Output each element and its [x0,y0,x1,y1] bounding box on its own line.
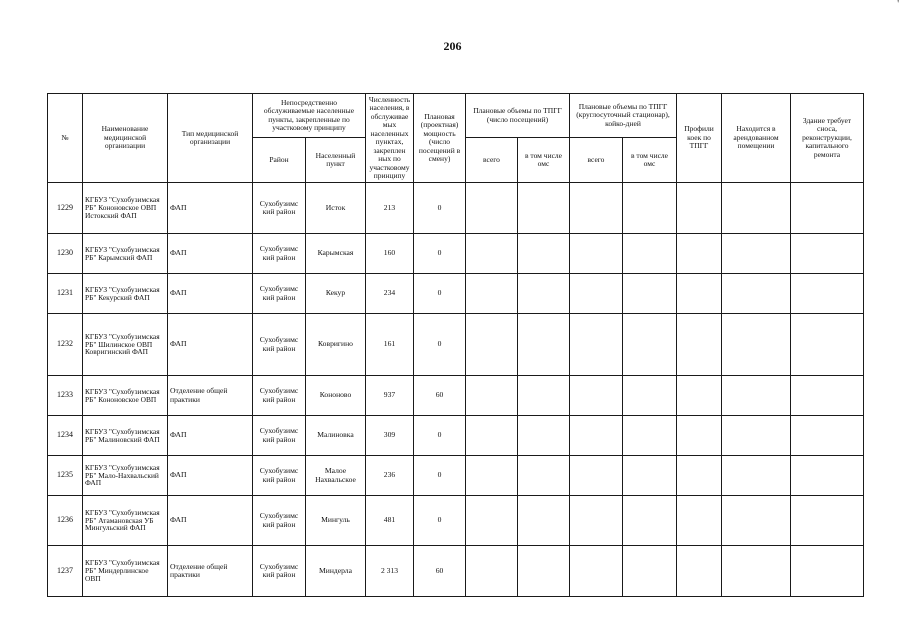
rented-cell [722,234,791,274]
capacity-cell: 0 [414,496,466,546]
org-type-cell: ФАП [168,416,253,456]
inpatient-total-cell [570,416,623,456]
rented-cell [722,416,791,456]
row-number: 1233 [48,376,83,416]
repair-cell [791,314,864,376]
visits-total-cell [466,274,518,314]
bed-profiles-cell [677,376,722,416]
org-name-cell: КГБУЗ "Сухобузимская РБ" Атамановская УБ Мингульский ФАП [83,496,168,546]
repair-cell [791,546,864,597]
inpatient-total-cell [570,496,623,546]
visits-total-cell [466,314,518,376]
visits-oms-cell [518,274,570,314]
inpatient-oms-cell [623,496,677,546]
district-cell: Сухобузимс кий район [253,546,306,597]
row-number: 1230 [48,234,83,274]
capacity-cell: 0 [414,274,466,314]
district-cell: Сухобузимс кий район [253,183,306,234]
settlement-cell: Миндерла [306,546,366,597]
row-number: 1236 [48,496,83,546]
table-row [48,376,864,416]
table-row [48,274,864,314]
visits-total-cell [466,416,518,456]
rented-cell [722,546,791,597]
population-cell: 161 [366,314,414,376]
inpatient-total-cell [570,183,623,234]
capacity-cell: 0 [414,183,466,234]
population-cell: 236 [366,456,414,496]
population-cell: 2 313 [366,546,414,597]
corner-mark: ' [897,0,899,10]
org-name-cell: КГБУЗ "Сухобузимская РБ" Кононовское ОВП [83,376,168,416]
population-cell: 309 [366,416,414,456]
visits-total-cell [466,183,518,234]
header-visits-total: всего [466,138,518,183]
inpatient-total-cell [570,456,623,496]
district-cell: Сухобузимс кий район [253,416,306,456]
bed-profiles-cell [677,183,722,234]
settlement-cell: Малое Нахвальское [306,456,366,496]
org-type-cell: ФАП [168,274,253,314]
rented-cell [722,183,791,234]
header-visits-oms: в том числе омс [518,138,570,183]
inpatient-total-cell [570,234,623,274]
population-cell: 481 [366,496,414,546]
inpatient-oms-cell [623,314,677,376]
capacity-cell: 0 [414,234,466,274]
inpatient-oms-cell [623,416,677,456]
bed-profiles-cell [677,496,722,546]
repair-cell [791,274,864,314]
table-row [48,183,864,234]
settlement-cell: Малиновка [306,416,366,456]
population-cell: 234 [366,274,414,314]
bed-profiles-cell [677,546,722,597]
population-cell: 937 [366,376,414,416]
repair-cell [791,456,864,496]
repair-cell [791,183,864,234]
settlement-cell: Ковригино [306,314,366,376]
table-row [48,546,864,597]
settlement-cell: Кекур [306,274,366,314]
row-number: 1234 [48,416,83,456]
row-number: 1229 [48,183,83,234]
rented-cell [722,376,791,416]
visits-total-cell [466,546,518,597]
repair-cell [791,376,864,416]
header-repair: Здание требует сноса, реконструкции, капитального ремонта [791,94,864,183]
inpatient-oms-cell [623,274,677,314]
org-name-cell: КГБУЗ "Сухобузимская РБ" Шилинское ОВП Ковригинский ФАП [83,314,168,376]
rented-cell [722,314,791,376]
org-type-cell: ФАП [168,183,253,234]
population-cell: 213 [366,183,414,234]
district-cell: Сухобузимс кий район [253,376,306,416]
settlement-cell: Исток [306,183,366,234]
header-num: № [48,94,83,183]
header-org-type: Тип медицинской организации [168,94,253,183]
org-type-cell: Отделение общей практики [168,546,253,597]
visits-oms-cell [518,496,570,546]
repair-cell [791,496,864,546]
header-tpgg-visits: Плановые объемы по ТПГГ (число посещений) [466,94,570,138]
org-name-cell: КГБУЗ "Сухобузимская РБ" Малиновский ФАП [83,416,168,456]
bed-profiles-cell [677,314,722,376]
capacity-cell: 60 [414,376,466,416]
header-settlement: Населенный пункт [306,138,366,183]
org-name-cell: КГБУЗ "Сухобузимская РБ" Карымский ФАП [83,234,168,274]
org-name-cell: КГБУЗ "Сухобузимская РБ" Миндерлинское ОВП [83,546,168,597]
org-type-cell: ФАП [168,496,253,546]
rented-cell [722,496,791,546]
capacity-cell: 60 [414,546,466,597]
row-number: 1232 [48,314,83,376]
org-type-cell: Отделение общей практики [168,376,253,416]
header-inpatient-total: всего [570,138,623,183]
visits-oms-cell [518,234,570,274]
visits-total-cell [466,456,518,496]
capacity-cell: 0 [414,314,466,376]
rented-cell [722,456,791,496]
capacity-cell: 0 [414,416,466,456]
org-type-cell: ФАП [168,456,253,496]
table-row [48,456,864,496]
visits-total-cell [466,376,518,416]
facilities-table [47,93,864,597]
visits-oms-cell [518,416,570,456]
district-cell: Сухобузимс кий район [253,274,306,314]
table-row [48,234,864,274]
visits-oms-cell [518,314,570,376]
inpatient-total-cell [570,274,623,314]
visits-oms-cell [518,456,570,496]
org-type-cell: ФАП [168,234,253,274]
row-number: 1237 [48,546,83,597]
repair-cell [791,416,864,456]
inpatient-oms-cell [623,234,677,274]
inpatient-oms-cell [623,456,677,496]
table-row [48,496,864,546]
header-served-settlements: Непосредственно обслуживаемые населенные пункты, закрепленные по участковому принципу [253,94,366,138]
inpatient-total-cell [570,376,623,416]
inpatient-total-cell [570,314,623,376]
row-number: 1231 [48,274,83,314]
population-cell: 160 [366,234,414,274]
bed-profiles-cell [677,274,722,314]
repair-cell [791,234,864,274]
bed-profiles-cell [677,234,722,274]
visits-total-cell [466,234,518,274]
page-number: 206 [443,39,462,53]
visits-total-cell [466,496,518,546]
org-name-cell: КГБУЗ "Сухобузимская РБ" Кононовское ОВП Истокский ФАП [83,183,168,234]
inpatient-oms-cell [623,183,677,234]
header-district: Район [253,138,306,183]
district-cell: Сухобузимс кий район [253,456,306,496]
header-inpatient-oms: в том числе омс [623,138,677,183]
bed-profiles-cell [677,416,722,456]
header-bed-profiles: Профили коек по ТПГГ [677,94,722,183]
org-name-cell: КГБУЗ "Сухобузимская РБ" Мало-Нахвальский ФАП [83,456,168,496]
visits-oms-cell [518,546,570,597]
settlement-cell: Кононово [306,376,366,416]
org-name-cell: КГБУЗ "Сухобузимская РБ" Кекурский ФАП [83,274,168,314]
district-cell: Сухобузимс кий район [253,234,306,274]
visits-oms-cell [518,183,570,234]
org-type-cell: ФАП [168,314,253,376]
table-body [48,183,864,597]
inpatient-oms-cell [623,376,677,416]
bed-profiles-cell [677,456,722,496]
table-row [48,416,864,456]
capacity-cell: 0 [414,456,466,496]
inpatient-total-cell [570,546,623,597]
settlement-cell: Карымская [306,234,366,274]
rented-cell [722,274,791,314]
header-population: Численность населения, в обслуживае мых населенных пунктах, закреплен ных по участковому принципу [366,94,414,183]
visits-oms-cell [518,376,570,416]
header-rented: Находится в арендованном помещении [722,94,791,183]
settlement-cell: Мингуль [306,496,366,546]
header-org-name: Наименование медицинской организации [83,94,168,183]
table-row [48,314,864,376]
inpatient-oms-cell [623,546,677,597]
header-tpgg-inpatient: Плановые объемы по ТПГГ (круглосуточный стационар), койко-дней [570,94,677,138]
header-planned-capacity: Плановая (проектная) мощность (число посещений в смену) [414,94,466,183]
district-cell: Сухобузимс кий район [253,496,306,546]
district-cell: Сухобузимс кий район [253,314,306,376]
row-number: 1235 [48,456,83,496]
